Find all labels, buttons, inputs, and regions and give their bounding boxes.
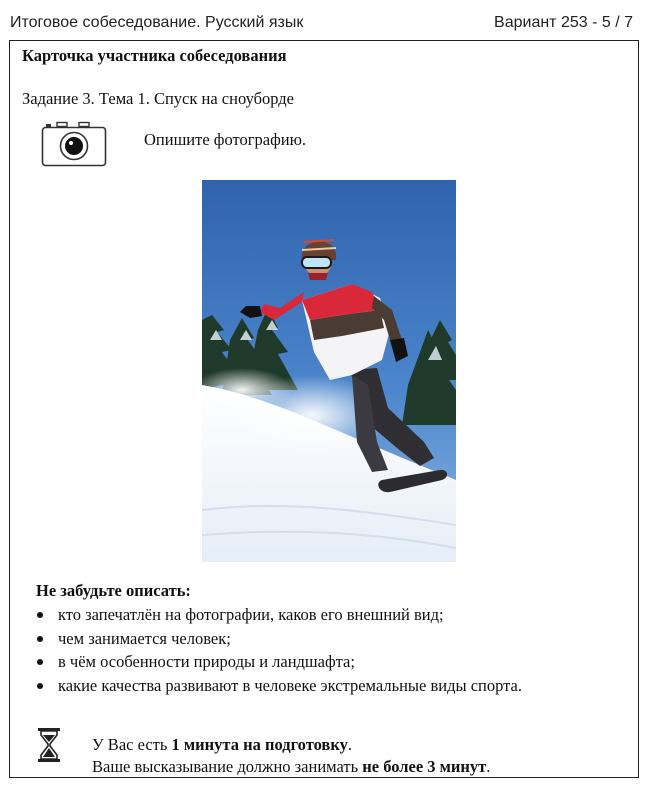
- bullet-icon: [37, 612, 43, 618]
- prep-time-text: У Вас есть 1 минута на подготовку.: [92, 735, 352, 754]
- list-item: [36, 650, 522, 674]
- list-item-text: какие качества развивают в человеке экстремальные виды спорта.: [58, 675, 522, 695]
- list-item: [36, 603, 522, 627]
- list-item-text: кто запечатлён на фотографии, каков его внешний вид;: [58, 605, 444, 624]
- snowboarder-photo: [202, 180, 456, 562]
- header-title: Итоговое собеседование. Русский язык: [10, 14, 304, 31]
- camera-icon: [41, 121, 107, 167]
- prep-time-bold: 1 минута на подготовку: [171, 735, 348, 754]
- task-title: Задание 3. Тема 1. Спуск на сноуборде: [22, 89, 295, 108]
- speech-time-bold: не более 3 минут: [362, 757, 487, 776]
- instruction-text: Опишите фотографию.: [144, 130, 307, 149]
- participant-card: [9, 40, 639, 778]
- remember-list: [36, 603, 522, 697]
- remember-title: Не забудьте описать:: [36, 581, 191, 600]
- list-item: [36, 627, 522, 651]
- bullet-icon: [37, 683, 43, 689]
- list-item-text: в чём особенности природы и ландшафта;: [58, 652, 355, 671]
- bullet-icon: [37, 636, 43, 642]
- speech-time-text: Ваше высказывание должно занимать не более 3 минут.: [92, 757, 491, 776]
- card-title: Карточка участника собеседования: [22, 46, 287, 65]
- header-variant: Вариант 253 - 5 / 7: [494, 14, 633, 31]
- hourglass-icon: [37, 727, 61, 763]
- list-item: [36, 674, 522, 698]
- list-item-text: чем занимается человек;: [58, 628, 231, 648]
- bullet-icon: [37, 659, 43, 665]
